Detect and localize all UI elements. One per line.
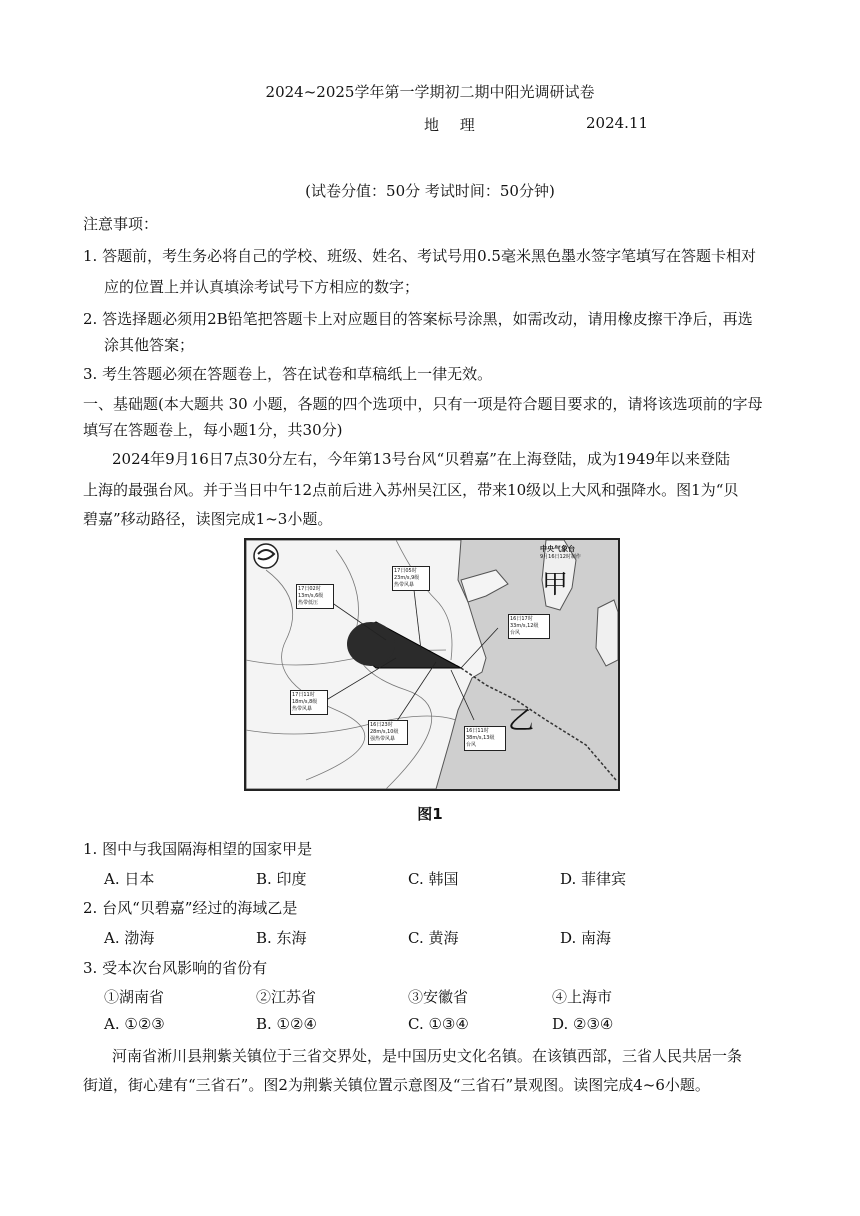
notice-item-3: 3. 考生答题必须在答题卷上，答在试卷和草稿纸上一律无效。 (83, 365, 493, 383)
label-yi: 乙 (508, 706, 535, 736)
stamp-title: 中央气象台 (540, 545, 575, 553)
track-box-2: 17日05时 23m/s,9级 热带风暴 (392, 566, 430, 591)
q2-option-a: A. 渤海 (104, 929, 155, 947)
q3-option-c: C. ①③④ (408, 1015, 469, 1033)
passage1-line1: 2024年9月16日7点30分左右，今年第13号台风“贝碧嘉”在上海登陆，成为1949年以来登陆 (112, 450, 731, 468)
section-heading-cont: 填写在答题卷上，每小题1分，共30分) (83, 421, 343, 439)
passage2-line2: 街道，街心建有“三省石”。图2为荆紫关镇位置示意图及“三省石”景观图。读图完成4~6小题。 (83, 1076, 710, 1094)
q3-option-b: B. ①②④ (256, 1015, 317, 1033)
exam-meta: (试卷分值：50分 考试时间：50分钟) (305, 182, 555, 200)
track-box-4: 17日11时 18m/s,8级 热带风暴 (290, 690, 328, 715)
notice-item-2-cont: 涂其他答案； (104, 336, 195, 354)
q3-choice-4: ④上海市 (552, 988, 613, 1006)
q2-option-b: B. 东海 (256, 929, 307, 947)
q3-option-d: D. ②③④ (552, 1015, 614, 1033)
q3-option-a: A. ①②③ (104, 1015, 165, 1033)
label-jia: 甲 (542, 570, 569, 600)
typhoon-track-map (244, 538, 620, 791)
notice-heading: 注意事项： (83, 215, 159, 233)
track-box-3: 16日17时 33m/s,12级 台风 (508, 614, 550, 639)
exam-date: 2024.11 (586, 114, 649, 132)
notice-item-1-cont: 应的位置上并认真填涂考试号下方相应的数字； (104, 278, 420, 296)
track-box-5: 16日23时 28m/s,10级 强热带风暴 (368, 720, 408, 745)
q1-option-a: A. 日本 (104, 870, 155, 888)
q2-option-c: C. 黄海 (408, 929, 459, 947)
question-1-stem: 1. 图中与我国隔海相望的国家甲是 (83, 840, 313, 858)
q1-option-d: D. 菲律宾 (560, 870, 627, 888)
stamp-sub: 9月16日12时制作 (540, 554, 581, 560)
passage2-line1: 河南省淅川县荆紫关镇位于三省交界处，是中国历史文化名镇。在该镇西部，三省人民共居一条 (112, 1047, 743, 1065)
q1-option-b: B. 印度 (256, 870, 307, 888)
subject-label: 地 理 (424, 116, 483, 134)
notice-item-2: 2. 答选择题必须用2B铅笔把答题卡上对应题目的答案标号涂黑，如需改动，请用橡皮擦干净后，再选 (83, 310, 753, 328)
q3-choice-1: ①湖南省 (104, 988, 165, 1006)
figure-caption: 图1 (417, 805, 443, 823)
q3-choice-3: ③安徽省 (408, 988, 469, 1006)
section-heading: 一、基础题(本大题共 30 小题，各题的四个选项中，只有一项是符合题目要求的，请将该选项前的字母 (83, 395, 763, 413)
track-box-6: 16日11时 38m/s,13级 台风 (464, 726, 506, 751)
exam-title: 2024~2025学年第一学期初二期中阳光调研试卷 (265, 83, 595, 101)
passage1-line2: 上海的最强台风。并于当日中午12点前后进入苏州吴江区，带来10级以上大风和强降水。图1为“贝 (83, 481, 739, 499)
notice-item-1: 1. 答题前，考生务必将自己的学校、班级、姓名、考试号用0.5毫米黑色墨水签字笔填写在答题卡相对 (83, 247, 756, 265)
q2-option-d: D. 南海 (560, 929, 612, 947)
q1-option-c: C. 韩国 (408, 870, 459, 888)
question-2-stem: 2. 台风“贝碧嘉”经过的海域乙是 (83, 899, 298, 917)
passage1-line3: 碧嘉”移动路径，读图完成1~3小题。 (83, 510, 333, 528)
track-box-1: 17日02时 13m/s,6级 热带低压 (296, 584, 334, 609)
q3-choice-2: ②江苏省 (256, 988, 317, 1006)
question-3-stem: 3. 受本次台风影响的省份有 (83, 959, 268, 977)
